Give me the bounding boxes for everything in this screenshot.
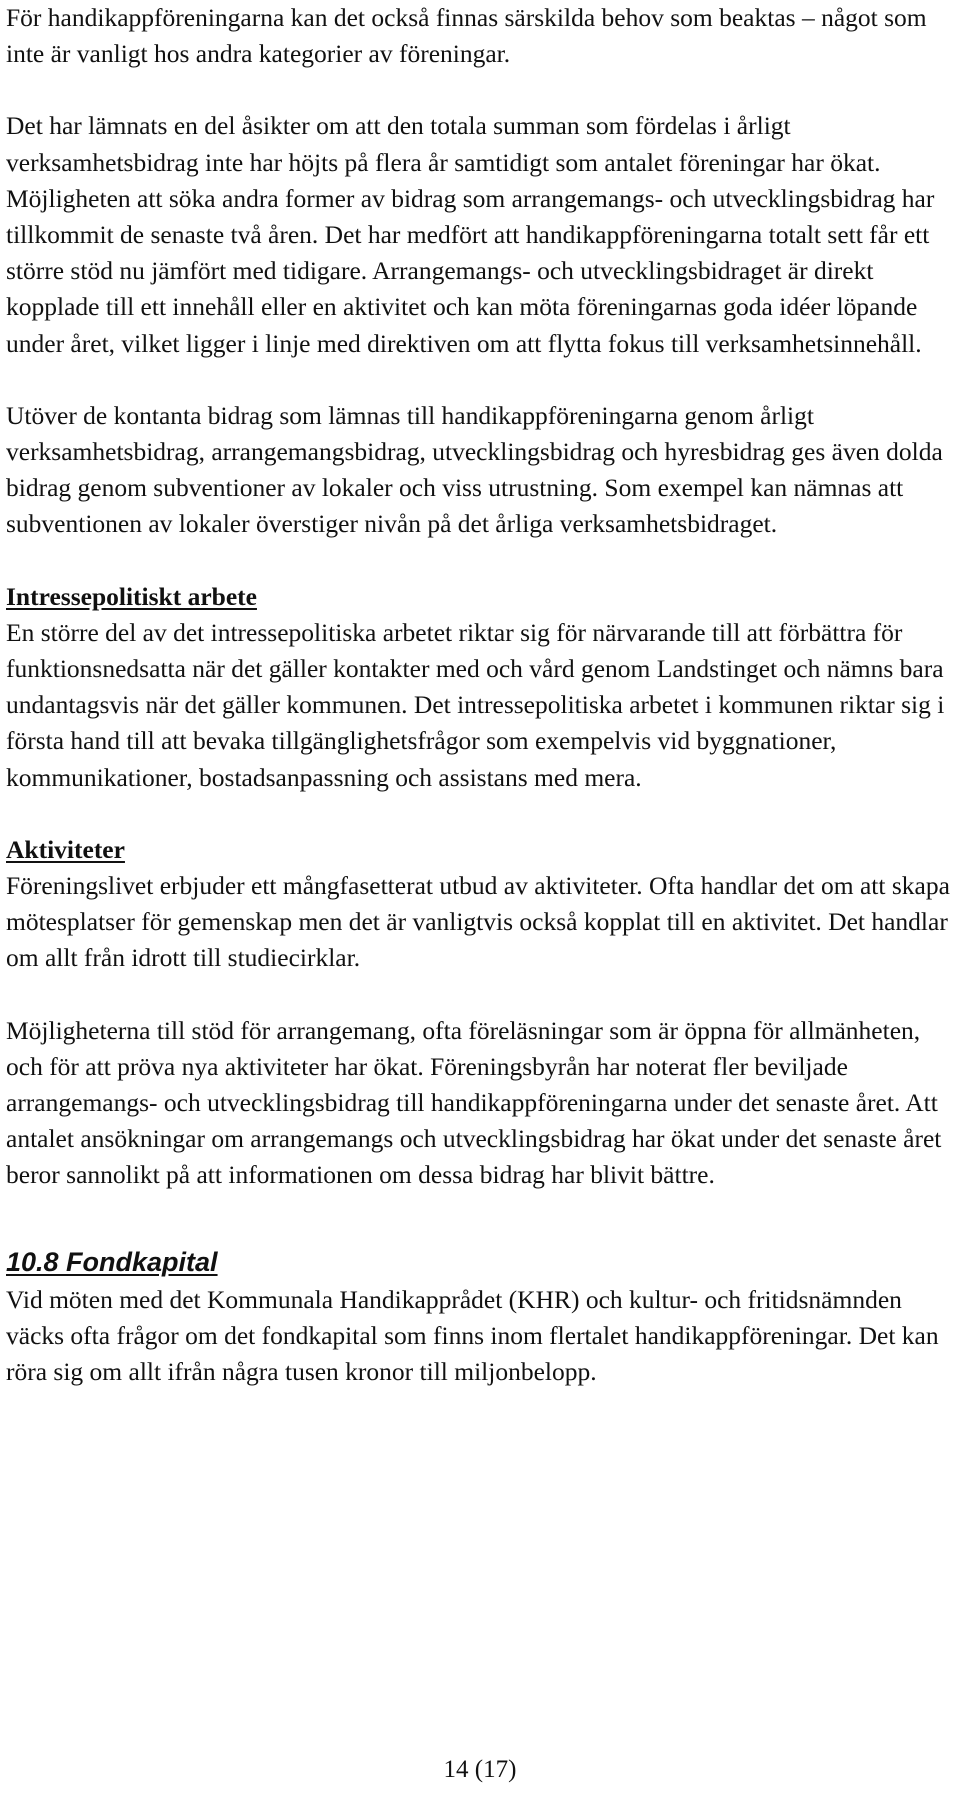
- paragraph: Utöver de kontanta bidrag som lämnas till handikappföreningarna genom årligt verksamhetsbidrag, arrangemangsbidrag, utvecklingsbidrag och hyresbidrag ges även dolda bidrag genom subventioner av lokaler och viss utrustning. Som exempel kan nämnas att subventionen av lokaler överstiger nivån på det årliga verksamhetsbidraget.: [6, 400, 943, 539]
- paragraph: En större del av det intressepolitiska arbetet riktar sig för närvarande till att förbättra för funktionsnedsatta när det gäller kontakter med och vård genom Landstinget och nämns bara undantagsvis när det gäller kommunen. Det intressepolitiska arbetet i kommunen riktar sig i första hand till att bevaka tillgänglighetsfrågor som exempelvis vid byggnationer, kommunikationer, bostadsanpassning och assistans med mera.: [6, 617, 945, 792]
- section-fondkapital: [6, 1242, 954, 1391]
- paragraph: Vid möten med det Kommunala Handikapprådet (KHR) och kultur- och fritidsnämnden väcks ofta frågor om det fondkapital som finns inom flertalet handikappföreningar. Det kan röra sig om allt ifrån några tusen kronor till miljonbelopp.: [6, 1284, 939, 1387]
- paragraph: Föreningslivet erbjuder ett mångfasetterat utbud av aktiviteter. Ofta handlar det om att skapa mötesplatser för gemenskap men det är vanligtvis också kopplat till en aktivitet. Det handlar om allt från idrott till studiecirklar.: [6, 871, 950, 973]
- section-aktiviteter: [6, 832, 954, 1194]
- document-page: [6, 0, 954, 1390]
- section-heading: Intressepolitiskt arbete: [6, 581, 257, 611]
- section-intressepolitiskt-arbete: [6, 579, 954, 796]
- paragraph: Det har lämnats en del åsikter om att den totala summan som fördelas i årligt verksamhetsbidrag inte har höjts på flera år samtidigt som antalet föreningar har ökat. Möjligheten att söka andra former av bidrag som arrangemangs- och utvecklingsbidrag har tillkommit de senaste två åren. Det har medfört att handikappföreningarna totalt sett får ett större stöd nu jämfört med tidigare. Arrangemangs- och utvecklingsbidraget är direkt kopplade till ett innehåll eller en aktivitet och kan möta föreningarnas goda idéer löpande under året, vilket ligger i linje med direktiven om att flytta fokus till verksamhetsinnehåll.: [6, 111, 935, 358]
- page-number: 14 (17): [443, 1756, 517, 1783]
- paragraph: Möjligheterna till stöd för arrangemang, ofta föreläsningar som är öppna för allmänheten, och för att pröva nya aktiviteter har ökat. Föreningsbyrån har noterat fler beviljade arrangemangs- och utvecklingsbidrag till handikappföreningarna under det senaste året. Att antalet ansökningar om arrangemangs och utvecklingsbidrag har ökat under det senaste året beror sannolikt på att informationen om dessa bidrag har blivit bättre.: [6, 1015, 942, 1190]
- paragraph: För handikappföreningarna kan det också finnas särskilda behov som beaktas – något som inte är vanligt hos andra kategorier av föreningar.: [6, 3, 927, 69]
- section-heading: 10.8 Fondkapital: [6, 1246, 218, 1277]
- section-heading: Aktiviteter: [6, 834, 125, 864]
